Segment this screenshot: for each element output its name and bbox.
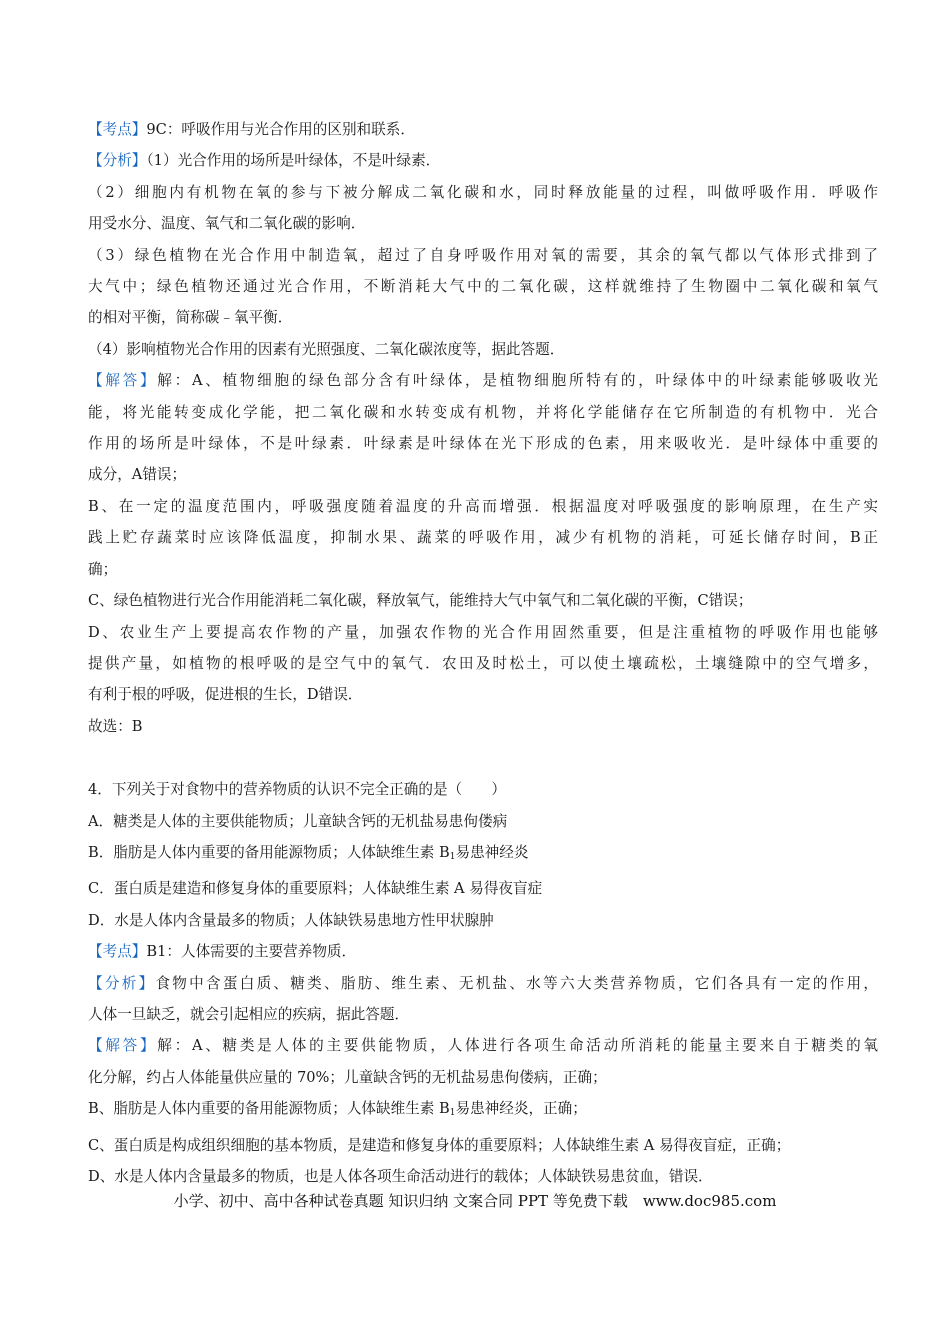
kaodian-tag: 【考点】 (88, 121, 147, 138)
paragraph-line: （4）影响植物光合作用的因素有光照强度、二氧化碳浓度等，据此答题． (88, 340, 565, 358)
answer-b-subscript: 1 (449, 1108, 456, 1119)
page-content (88, 114, 878, 1192)
jieda-tag: 【解答】 (88, 1037, 158, 1055)
fenxi-line (88, 968, 878, 999)
paragraph-line: 确； (88, 560, 118, 578)
answer-b-text: B、脂肪是人体内重要的备用能源物质；人体缺维生素 B (88, 1100, 450, 1118)
jieda-text: 解：A、植物细胞的绿色部分含有叶绿体，是植物细胞所特有的，叶绿体中的叶绿素能够吸收光 (157, 372, 878, 390)
answer-b-text-end: 易患神经炎，正确； (455, 1100, 587, 1118)
paragraph-line: D、水是人体内含量最多的物质，也是人体各项生命活动进行的载体；人体缺铁易患贫血，错误． (88, 1168, 713, 1185)
paragraph-line: B、在一定的温度范围内，呼吸强度随着温度的升高而增强．根据温度对呼吸强度的影响原理，在生产实 (88, 497, 878, 515)
paragraph-line: 人体一旦缺乏，就会引起相应的疾病，据此答题． (88, 1005, 410, 1023)
kaodian-text: B1：人体需要的主要营养物质． (146, 943, 357, 961)
fenxi-tag: 【分析】 (88, 974, 156, 992)
answer-line: 故选：B (88, 717, 143, 735)
option-c: C．蛋白质是建造和修复身体的重要原料；人体缺维生素 A 易得夜盲症 (88, 880, 543, 898)
jieda-tag: 【解答】 (88, 372, 158, 390)
fenxi-text: 食物中含蛋白质、糖类、脂肪、维生素、无机盐、水等六大类营养物质，它们各具有一定的作用， (155, 974, 878, 992)
paragraph-line: 的相对平衡，简称碳﹣氧平衡． (88, 309, 293, 327)
paragraph-line: 用受水分、温度、氧气和二氧化碳的影响． (88, 215, 366, 233)
paragraph-line: C、绿色植物进行光合作用能消耗二氧化碳，释放氧气，能维持大气中氧气和二氧化碳的平衡，C错误； (88, 592, 753, 610)
kaodian-line (88, 936, 878, 967)
page-footer: 小学、初中、高中各种试卷真题 知识归纳 文案合同 PPT 等免费下载 www.doc985.com (173, 1192, 777, 1210)
fenxi-text: （1）光合作用的场所是叶绿体，不是叶绿素． (146, 152, 441, 170)
paragraph-line: 有利于根的呼吸，促进根的生长，D错误． (88, 686, 363, 704)
paragraph-line: 作用的场所是叶绿体，不是叶绿素．叶绿素是叶绿体在光下形成的色素，用来吸收光．是叶绿体中重要的 (88, 435, 878, 453)
jieda-line (88, 1030, 878, 1061)
paragraph-line: （2）细胞内有机物在氧的参与下被分解成二氧化碳和水，同时释放能量的过程，叫做呼吸作用．呼吸作 (88, 183, 878, 201)
kaodian-tag: 【考点】 (88, 943, 147, 961)
kaodian-line (88, 114, 878, 145)
question-4: 4．下列关于对食物中的营养物质的认识不完全正确的是（ ） (88, 781, 506, 799)
paragraph-line: 化分解，约占人体能量供应量的 70%；儿童缺含钙的无机盐易患佝偻病，正确； (88, 1068, 607, 1086)
paragraph-line: 践上贮存蔬菜时应该降低温度，抑制水果、蔬菜的呼吸作用，减少有机物的消耗，可延长储存时间，B正 (88, 529, 878, 547)
paragraph-line: 提供产量，如植物的根呼吸的是空气中的氧气．农田及时松土，可以使土壤疏松，土壤缝隙中的空气增多， (88, 654, 878, 672)
jieda-text: 解：A、糖类是人体的主要供能物质，人体进行各项生命活动所消耗的能量主要来自于糖类的氧 (157, 1037, 878, 1055)
paragraph-line (88, 1093, 878, 1129)
option-b-subscript: 1 (449, 851, 456, 862)
option-b-text: B．脂肪是人体内重要的备用能源物质；人体缺维生素 B (88, 843, 450, 861)
paragraph-line: D、农业生产上要提高农作物的产量，加强农作物的光合作用固然重要，但是注重植物的呼吸作用也能够 (88, 623, 878, 641)
fenxi-tag: 【分析】 (88, 152, 147, 170)
fenxi-line (88, 145, 878, 176)
section-gap (88, 742, 878, 774)
option-b-text-end: 易患神经炎 (455, 843, 529, 861)
paragraph-line: 大气中；绿色植物还通过光合作用，不断消耗大气中的二氧化碳，这样就维持了生物圈中二氧化碳和氧气 (88, 278, 878, 296)
option-b (88, 837, 878, 873)
paragraph-line: C、蛋白质是构成组织细胞的基本物质，是建造和修复身体的重要原料；人体缺维生素 A 易得夜盲症，正确； (88, 1136, 791, 1154)
jieda-line (88, 365, 878, 396)
paragraph-line: 能，将光能转变成化学能，把二氧化碳和水转变成有机物，并将化学能储存在它所制造的有机物中．光合 (88, 403, 878, 421)
option-d: D．水是人体内含量最多的物质；人体缺铁易患地方性甲状腺肿 (88, 911, 494, 929)
kaodian-text: 9C：呼吸作用与光合作用的区别和联系． (146, 121, 415, 138)
paragraph-line: 成分，A错误； (88, 466, 187, 484)
option-a: A．糖类是人体的主要供能物质；儿童缺含钙的无机盐易患佝偻病 (88, 812, 508, 830)
paragraph-line: （3）绿色植物在光合作用中制造氧，超过了自身呼吸作用对氧的需要，其余的氧气都以气体形式排到了 (88, 246, 878, 264)
